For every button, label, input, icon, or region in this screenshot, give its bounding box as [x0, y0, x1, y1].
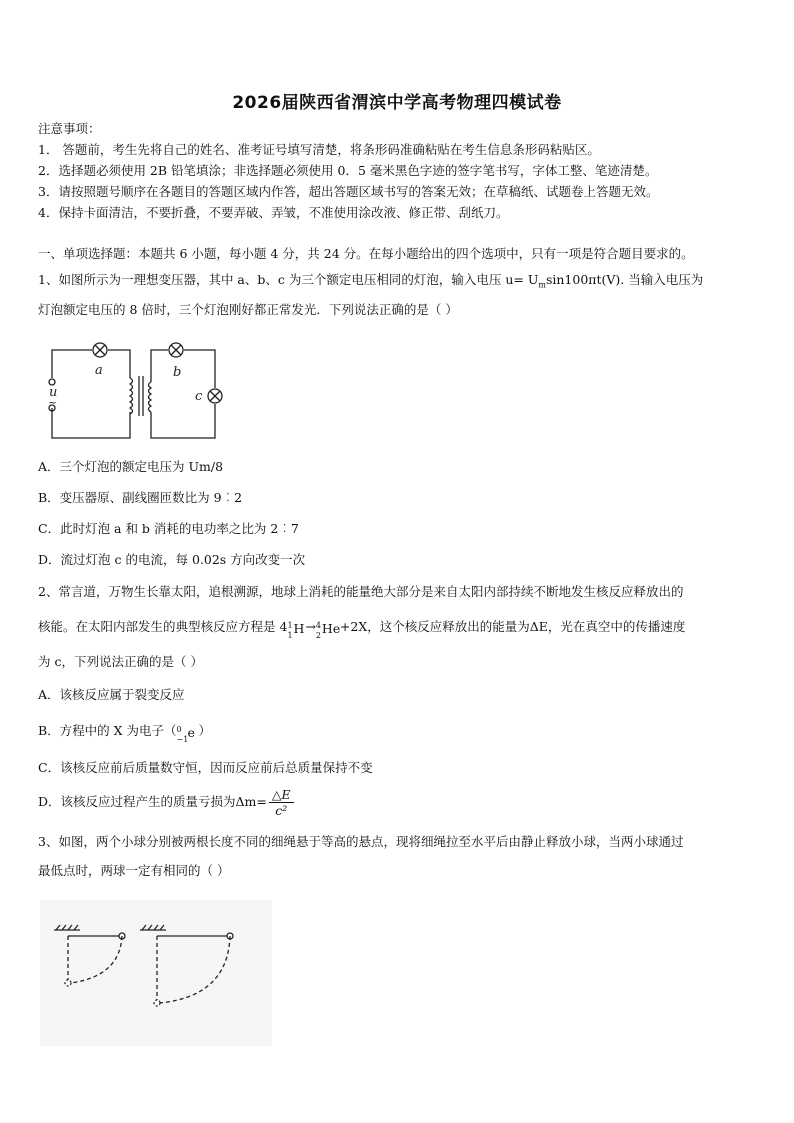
q2-stem-line1: 2、常言道，万物生长靠太阳，追根溯源，地球上消耗的能量绝大部分是来自太阳内部持续不断地发生核反应释放出的	[38, 584, 684, 599]
q2-option-c: C．该核反应前后质量数守恒，因而反应前后总质量保持不变	[38, 760, 373, 775]
q1-option-c: C．此时灯泡 a 和 b 消耗的电功率之比为 2︰7	[38, 521, 299, 536]
helium-nuclide: 4 2 He	[315, 620, 341, 640]
electron-nuclide: 0 −1 e	[176, 724, 195, 744]
q3-stem-line1: 3、如图，两个小球分别被两根长度不同的细绳悬于等高的悬点，现将细绳拉至水平后由静止释放小球，当两小球通过	[38, 834, 684, 849]
q3-stem-line2: 最低点时，两球一定有相同的（ ）	[38, 863, 230, 878]
q1-stem-line1: 1、如图所示为一理想变压器，其中 a、b、c 为三个额定电压相同的灯泡，输入电压 $u= U_m\sin 100\pi t(V)$. 当输入电压为	[38, 272, 704, 290]
transformer-circuit-diagram	[40, 338, 230, 448]
voltage-u-label: u	[49, 385, 58, 400]
hydrogen-nuclide: 1 1 H	[287, 620, 305, 640]
q2-option-a: A．该核反应属于裂变反应	[38, 687, 185, 702]
notice-item-1: 1． 答题前，考生先将自己的姓名、准考证号填写清楚，将条形码准确粘贴在考生信息条形码粘贴区。	[38, 142, 600, 157]
mass-defect-fraction: $\frac{\triangle E}{\text{c²}}$	[269, 787, 294, 818]
ac-symbol: ~	[48, 396, 58, 409]
page-title: 2026届陕西省渭滨中学高考物理四模试卷	[232, 93, 562, 113]
q1-option-b: B．变压器原、副线圈匝数比为 9︰2	[38, 490, 243, 505]
q1-stem-line2: 灯泡额定电压的 8 倍时，三个灯泡刚好都正常发光．下列说法正确的是（ ）	[38, 302, 458, 317]
notice-item-4: 4．保持卡面清洁，不要折叠，不要弄破、弄皱，不准使用涂改液、修正带、刮纸刀。	[38, 205, 509, 220]
lamp-a-label: a	[95, 363, 103, 378]
notice-item-2: 2．选择题必须使用 2B 铅笔填涂；非选择题必须使用 0．5 毫米黑色字迹的签字笔书写，字体工整、笔迹清楚。	[38, 163, 658, 178]
q2-stem-line2: 核能。在太阳内部发生的典型核反应方程是 4 1 1 H → 4 2 He +2X，这个核反应释放出的能量为ΔE，光在真空中的传播速度	[38, 619, 686, 640]
lamp-c-label: c	[195, 389, 203, 404]
notice-item-3: 3．请按照题号顺序在各题目的答题区域内作答，超出答题区域书写的答案无效；在草稿纸、试题卷上答题无效。	[38, 184, 659, 199]
lamp-b-label: b	[173, 365, 182, 380]
q1-option-d: D．流过灯泡 c 的电流，每 0.02s 方向改变一次	[38, 552, 306, 567]
q2-stem-line3: 为 c，下列说法正确的是（ ）	[38, 654, 203, 669]
q2-option-d: D．该核反应过程产生的质量亏损为Δm= $\frac{\triangle E}{\text{c²}}$	[38, 787, 294, 818]
section-heading: 一、单项选择题：本题共 6 小题，每小题 4 分，共 24 分。在每小题给出的四个选项中，只有一项是符合题目要求的。	[38, 246, 694, 261]
notice-heading: 注意事项：	[38, 121, 101, 136]
pendulum-diagram	[40, 900, 272, 1046]
q2-option-b: B．方程中的 X 为电子（ 0 −1 e ）	[38, 723, 212, 744]
q1-option-a: A．三个灯泡的额定电压为 Um/8	[38, 459, 224, 474]
